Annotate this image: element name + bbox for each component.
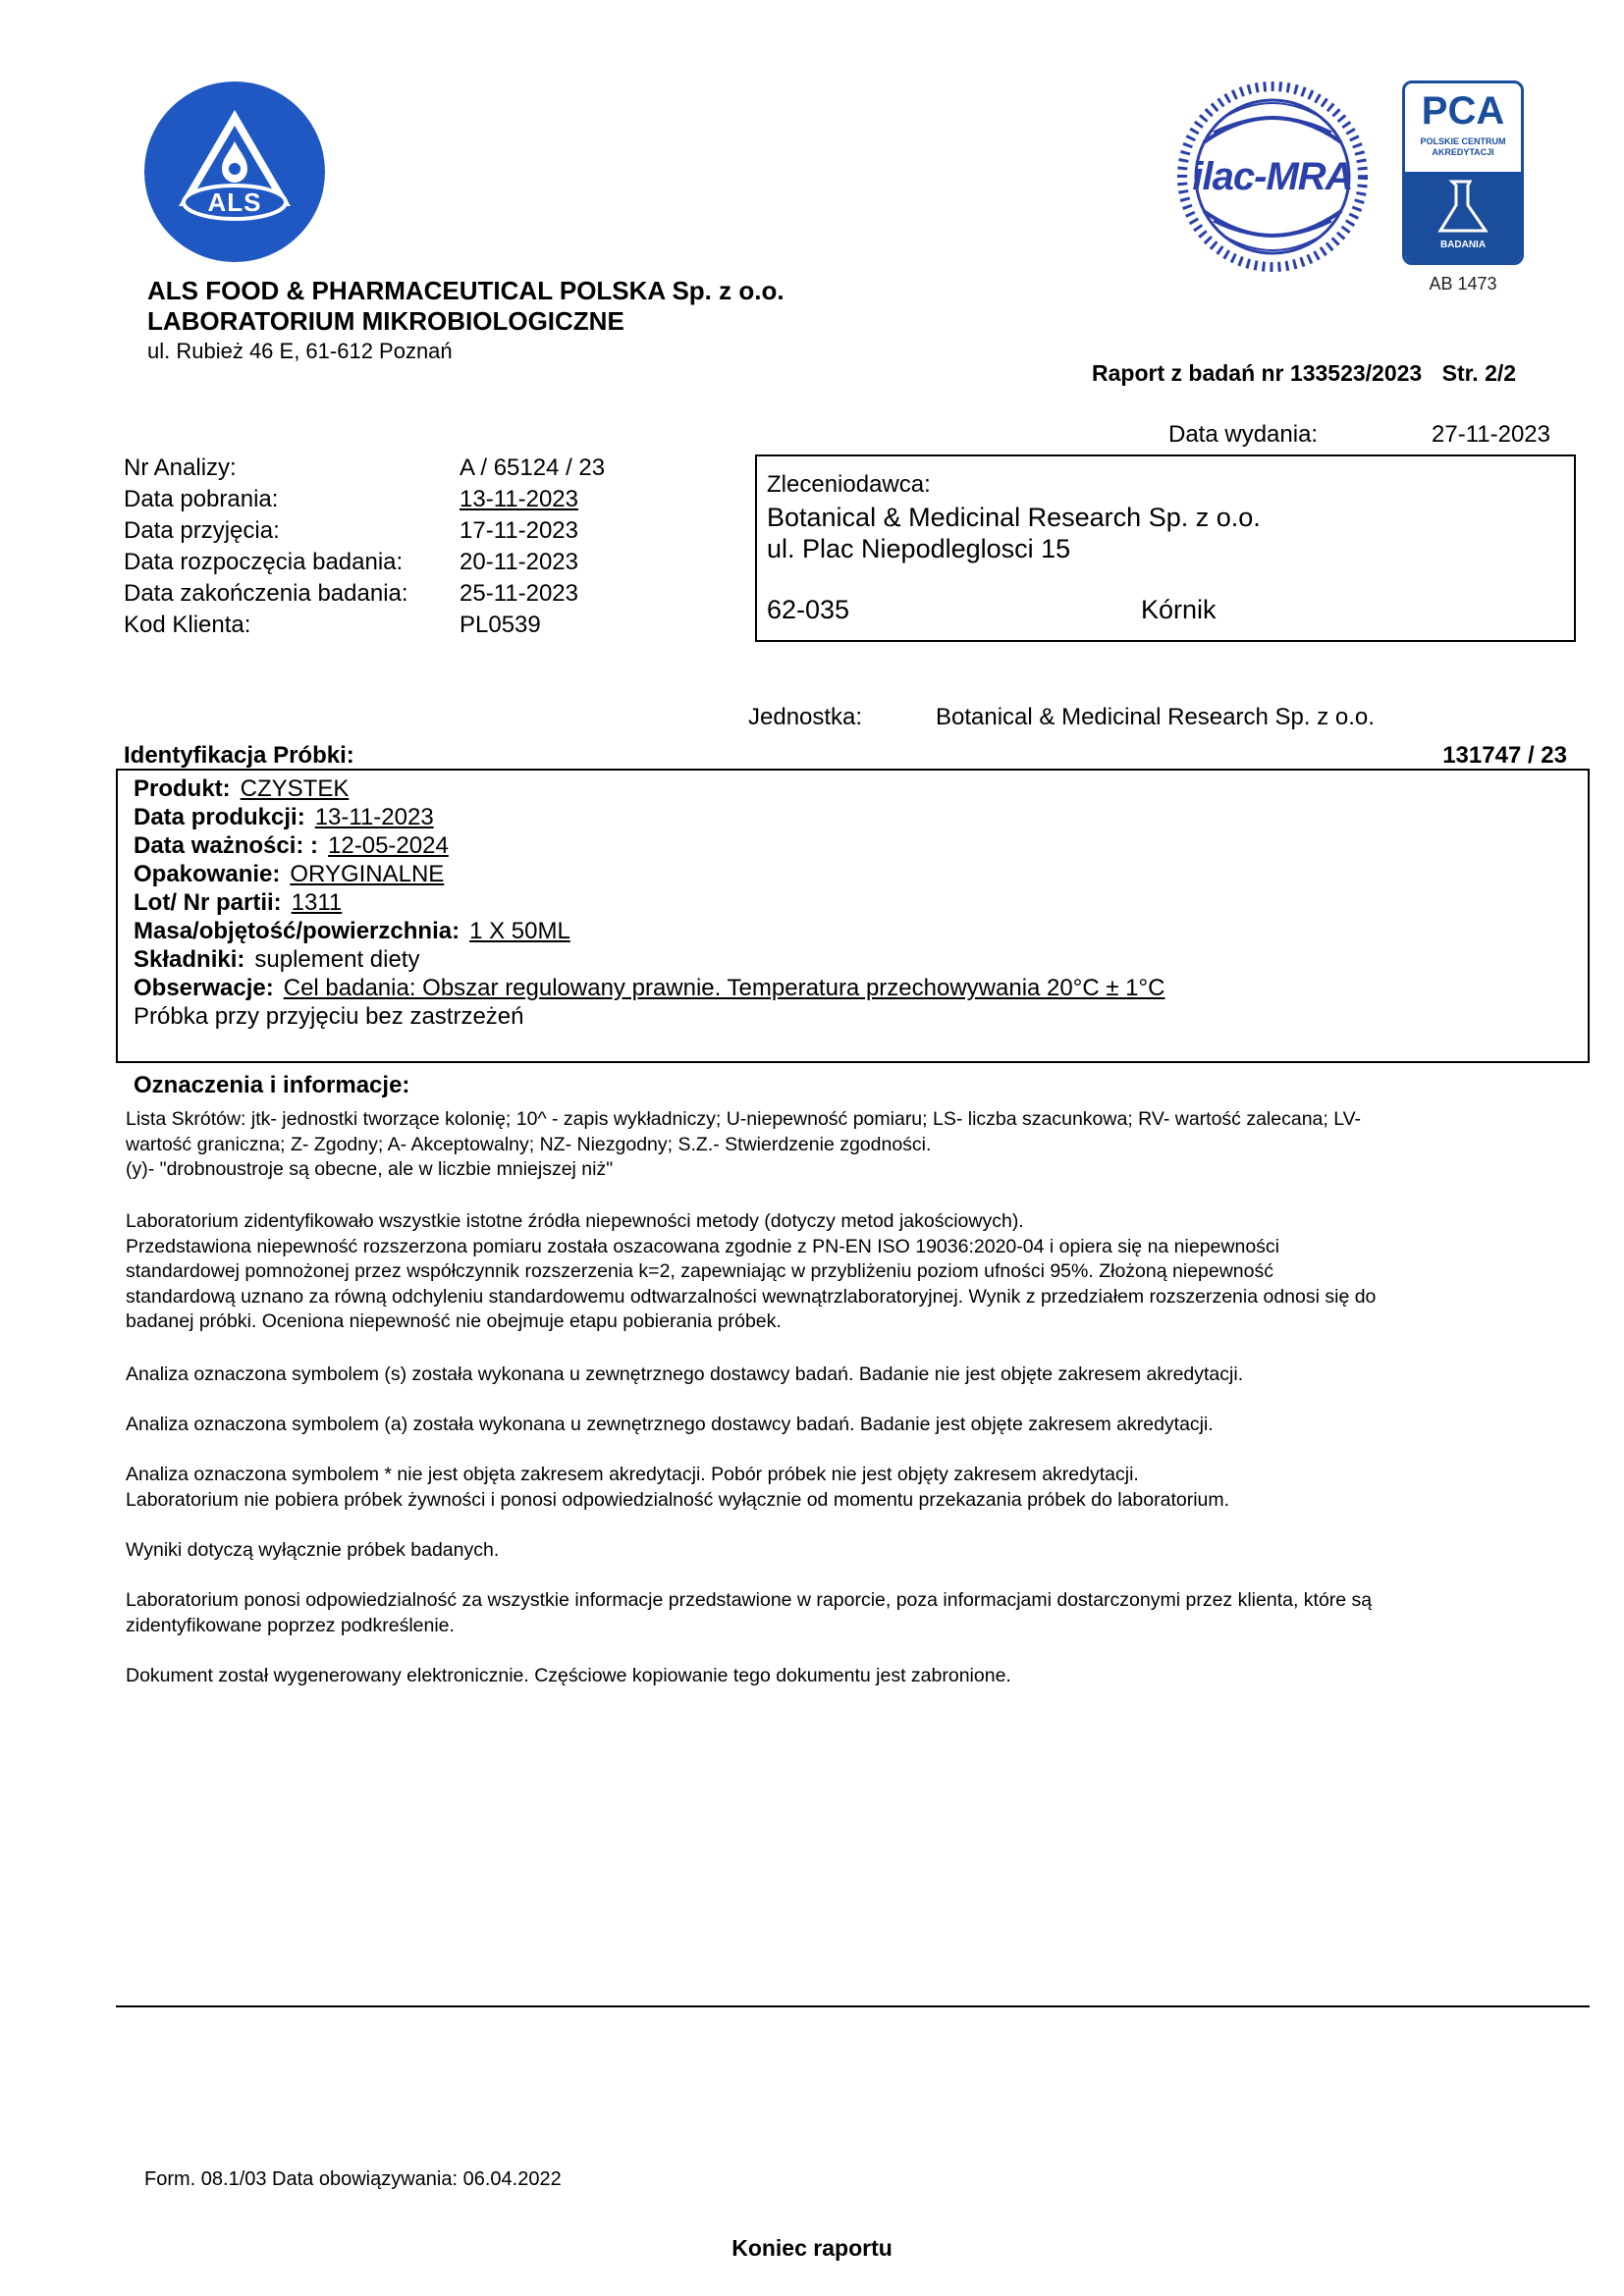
sample-line-ingredients: Składniki: suplement diety: [134, 946, 420, 973]
sample-box: [116, 769, 1590, 1063]
company-address: ul. Rubież 46 E, 61-612 Poznań: [147, 339, 453, 363]
pca-logo-badge: [1405, 172, 1521, 262]
symbol-star-paragraph: Analiza oznaczona symbolem * nie jest objęta zakresem akredytacji. Pobór próbek nie jest objęty zakresem akredytacji. Laboratorium nie pobiera próbek żywności i ponosi odpowiedzialność wyłącznie od momentu przekazania próbek do laboratorium.: [126, 1464, 1230, 1511]
analysis-row: [124, 453, 606, 484]
sample-line-observations: Obserwacje: Cel badania: Obszar regulowany prawnie. Temperatura przechowywania 20°C ± 1°C: [134, 975, 1165, 1001]
page-number: Str. 2/2: [1441, 360, 1517, 386]
info-heading: Oznaczenia i informacje:: [134, 1072, 410, 1098]
analysis-label: Data rozpoczęcia badania:: [124, 549, 404, 575]
results-paragraph: Wyniki dotyczą wyłącznie próbek badanych.: [126, 1539, 500, 1561]
abbreviations-paragraph: Lista Skrótów: jtk- jednostki tworzące kolonię; 10^ - zapis wykładniczy; U-niepewność pomiaru; LS- liczba szacunkowa; RV- wartość zalecana; LV- wartość graniczna; Z- Zgodny; A- Akceptowalny; NZ- Niezgodny; S.Z.- Stwierdzenie zgodności. (y)- "drobnoustroje są obecne, ale w liczbie mniejszej niż": [126, 1108, 1362, 1180]
sample-details: [134, 774, 1164, 1031]
sample-note: Próbka przy przyjęciu bez zastrzeżeń: [134, 1003, 524, 1030]
company-name: ALS FOOD & PHARMACEUTICAL POLSKA Sp. z o.o.: [147, 276, 785, 305]
sample-line-packaging: Opakowanie: ORYGINALNE: [134, 861, 445, 887]
symbol-a-paragraph: Analiza oznaczona symbolem (a) została wykonana u zewnętrznego dostawcy badań. Badanie jest objęte zakresem akredytacji.: [126, 1414, 1214, 1435]
analysis-row: [124, 547, 578, 578]
ilac-mra-logo: [1174, 79, 1371, 275]
client-postal-code: 62-035: [767, 595, 850, 624]
client-city: Kórnik: [1141, 595, 1217, 624]
report-title: [1092, 359, 1516, 387]
generated-paragraph: Dokument został wygenerowany elektronicznie. Częściowe kopiowanie tego dokumentu jest zabronione.: [126, 1665, 1011, 1686]
issue-date-label: Data wydania:: [1168, 421, 1319, 448]
analysis-row: [124, 578, 578, 610]
issue-date-value: 27-11-2023: [1432, 421, 1550, 448]
lab-name: LABORATORIUM MIKROBIOLOGICZNE: [147, 306, 624, 336]
sample-line-expiry-date: Data ważności: : 12-05-2024: [134, 832, 449, 859]
unit-value: Botanical & Medicinal Research Sp. z o.o.: [936, 704, 1375, 730]
analysis-row: [124, 484, 578, 515]
sample-line-lot: Lot/ Nr partii: 1311: [134, 889, 343, 916]
client-box: [755, 454, 1576, 642]
client-street: ul. Plac Niepodleglosci 15: [767, 534, 1071, 563]
analysis-label: Nr Analizy:: [124, 454, 237, 481]
analysis-value: 17-11-2023: [460, 517, 578, 544]
sample-line-production-date: Data produkcji: 13-11-2023: [134, 804, 434, 830]
pca-logo-subtitle-1: POLSKIE CENTRUM: [1420, 136, 1506, 146]
flask-icon: [1405, 172, 1521, 240]
sample-number: 131747 / 23: [1442, 742, 1567, 769]
sample-heading: Identyfikacja Próbki:: [124, 742, 354, 769]
als-logo-text: ALS: [207, 187, 262, 217]
analysis-value: 13-11-2023: [460, 486, 578, 512]
client-name: Botanical & Medicinal Research Sp. z o.o.: [767, 503, 1261, 532]
end-of-report: Koniec raportu: [731, 2235, 893, 2261]
analysis-row: [124, 515, 578, 547]
analysis-label: Kod Klienta:: [124, 612, 251, 638]
analysis-label: Data pobrania:: [124, 486, 279, 512]
pca-logo-title: PCA: [1421, 89, 1505, 133]
analysis-label: Data zakończenia badania:: [124, 580, 408, 607]
analysis-value: A / 65124 / 23: [460, 454, 606, 481]
sample-line-mass: Masa/objętość/powierzchnia: 1 X 50ML: [134, 918, 570, 944]
pca-logo-badania: BADANIA: [1439, 240, 1487, 250]
analysis-value: PL0539: [460, 612, 541, 638]
analysis-value: 20-11-2023: [460, 549, 578, 575]
footer-divider: [116, 2005, 1590, 2007]
analysis-row: [124, 610, 541, 641]
pca-logo-subtitle-2: AKREDYTACJI: [1432, 147, 1494, 157]
responsibility-paragraph: Laboratorium ponosi odpowiedzialność za wszystkie informacje przedstawione w raporcie, poza informacjami dostarczonymi przez klienta, które są zidentyfikowane poprzez podkreślenie.: [126, 1589, 1373, 1636]
pca-logo: [1402, 80, 1524, 265]
unit-label: Jednostka:: [748, 704, 863, 730]
accreditation-number: AB 1473: [1429, 274, 1497, 294]
als-logo: [143, 80, 326, 263]
ilac-mra-text: ilac-MRA: [1192, 155, 1353, 198]
sample-line-product: Produkt: CZYSTEK: [134, 775, 350, 802]
analysis-label: Data przyjęcia:: [124, 517, 280, 544]
form-reference: Form. 08.1/03 Data obowiązywania: 06.04.2022: [144, 2168, 562, 2190]
report-number: Raport z badań nr 133523/2023: [1092, 360, 1423, 386]
client-label: Zleceniodawca:: [767, 471, 931, 498]
uncertainty-paragraph: Laboratorium zidentyfikowało wszystkie istotne źródła niepewności metody (dotyczy metod jakościowych). Przedstawiona niepewność rozszerzona pomiaru została oszacowana zgodnie z PN-EN ISO 19036:2020-04 i opiera się na niepewności standardowej pomnożonej przez współczynnik rozszerzenia k=2, zapewniając w przybliżeniu poziom ufności 95%. Złożoną niepewność standardową uznano za równą odchyleniu standardowemu odtwarzalności wewnątrzlaboratoryjnej. Wynik z przedziałem rozszerzenia odnosi się do badanej próbki. Oceniona niepewność nie obejmuje etapu pobierania próbek.: [126, 1210, 1377, 1332]
symbol-s-paragraph: Analiza oznaczona symbolem (s) została wykonana u zewnętrznego dostawcy badań. Badanie nie jest objęte zakresem akredytacji.: [126, 1363, 1244, 1385]
analysis-value: 25-11-2023: [460, 580, 578, 607]
